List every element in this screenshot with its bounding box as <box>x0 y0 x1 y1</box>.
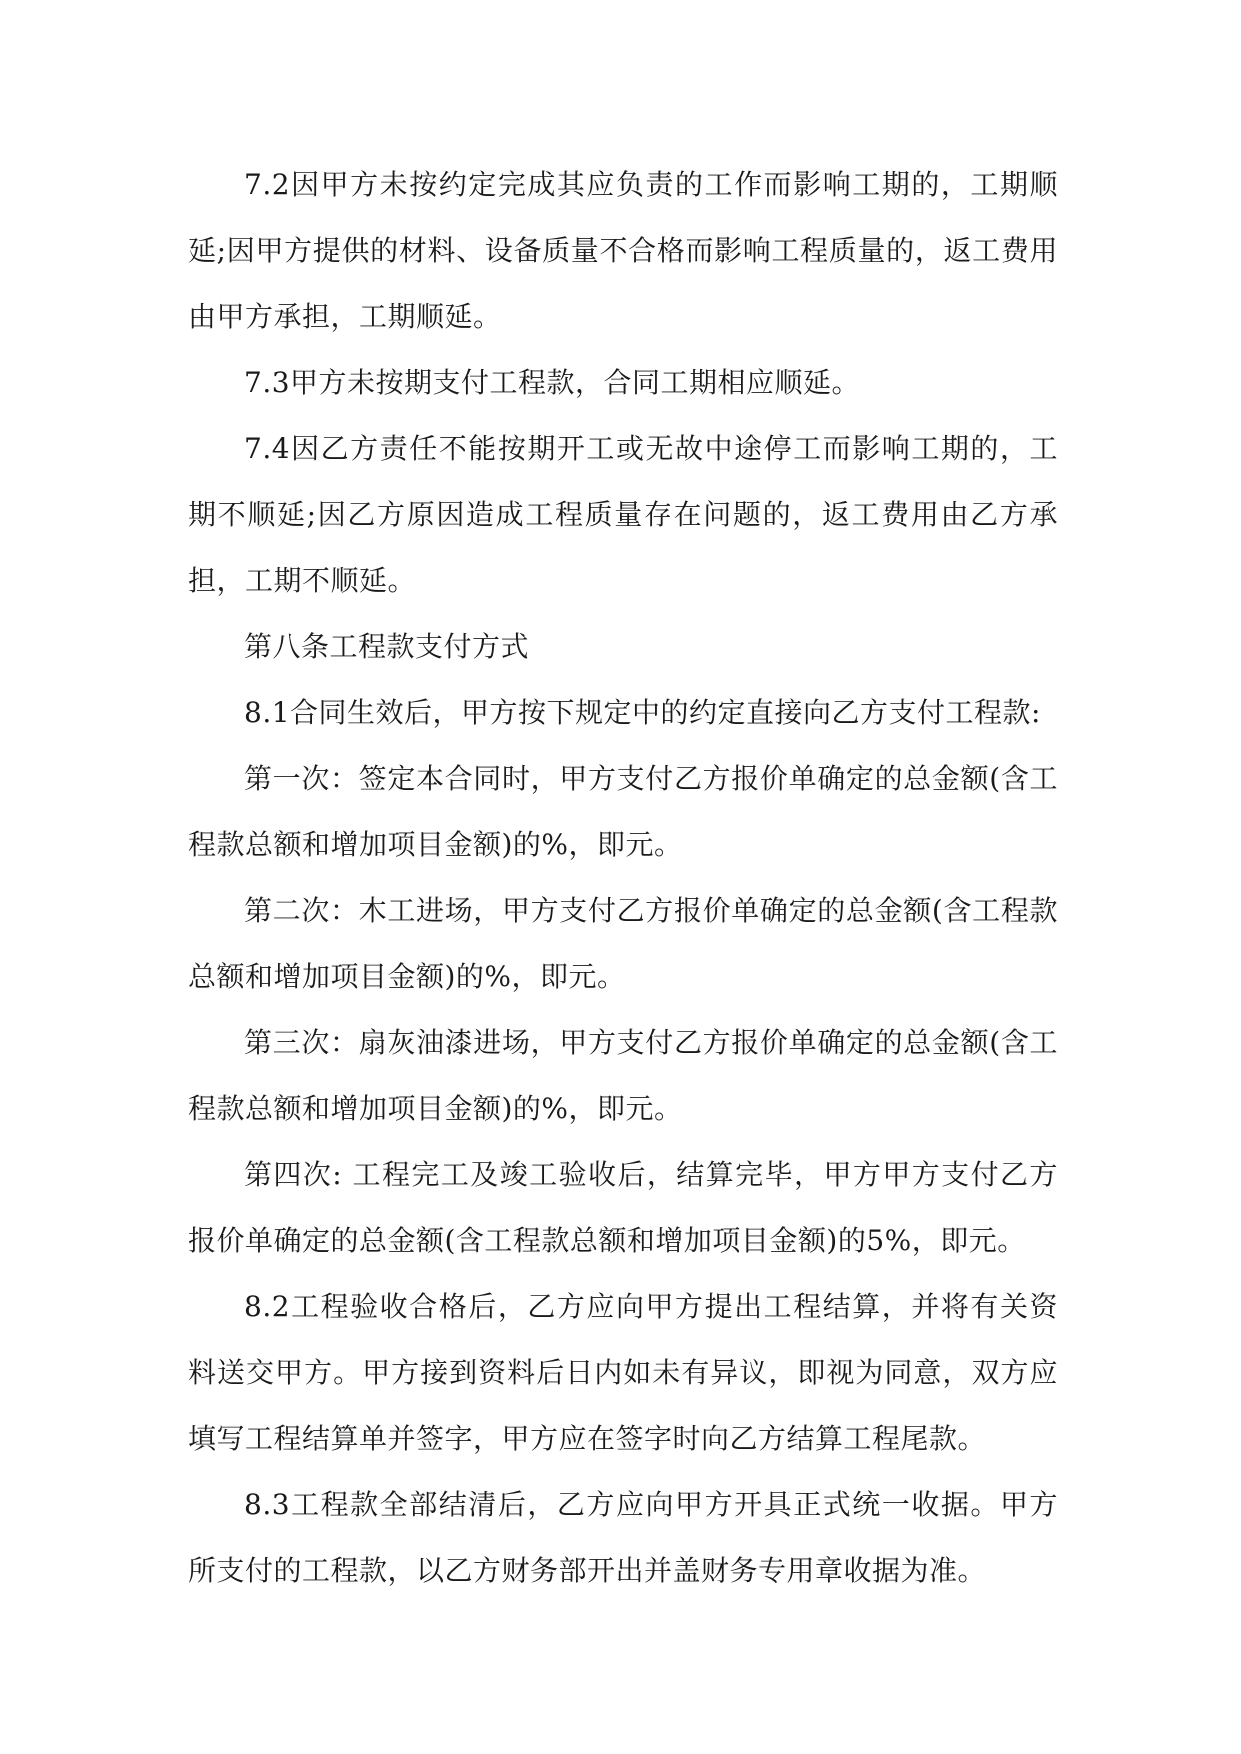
section-heading-article-8: 第八条工程款支付方式 <box>244 630 530 663</box>
paragraph-7-2: 7.2因甲方未按约定完成其应负责的工作而影响工期的，工期顺延;因甲方提供的材料、设备质量不合格而影响工程质量的，返工费用由甲方承担，工期顺延。 <box>188 168 1058 333</box>
payment-first: 第一次：签定本合同时，甲方支付乙方报价单确定的总金额(含工程款总额和增加项目金额)的%，即元。 <box>188 762 1058 861</box>
paragraph-7-3: 7.3甲方未按期支付工程款，合同工期相应顺延。 <box>244 366 861 399</box>
paragraph-8-2: 8.2工程验收合格后，乙方应向甲方提出工程结算，并将有关资料送交甲方。甲方接到资料后日内如未有异议，即视为同意，双方应填写工程结算单并签字，甲方应在签字时向乙方结算工程尾款。 <box>188 1290 1058 1455</box>
paragraph-8-1: 8.1合同生效后，甲方按下规定中的约定直接向乙方支付工程款: <box>244 696 1041 729</box>
document-body <box>188 152 1058 1604</box>
payment-third: 第三次：扇灰油漆进场，甲方支付乙方报价单确定的总金额(含工程款总额和增加项目金额)的%，即元。 <box>188 1026 1058 1125</box>
paragraph-7-4: 7.4因乙方责任不能按期开工或无故中途停工而影响工期的，工期不顺延;因乙方原因造成工程质量存在问题的，返工费用由乙方承担，工期不顺延。 <box>188 432 1058 597</box>
payment-second: 第二次：木工进场，甲方支付乙方报价单确定的总金额(含工程款总额和增加项目金额)的%，即元。 <box>188 894 1058 993</box>
paragraph-8-3: 8.3工程款全部结清后，乙方应向甲方开具正式统一收据。甲方所支付的工程款，以乙方财务部开出并盖财务专用章收据为准。 <box>188 1488 1058 1587</box>
payment-fourth: 第四次: 工程完工及竣工验收后，结算完毕，甲方甲方支付乙方报价单确定的总金额(含工程款总额和增加项目金额)的5%，即元。 <box>188 1158 1058 1257</box>
